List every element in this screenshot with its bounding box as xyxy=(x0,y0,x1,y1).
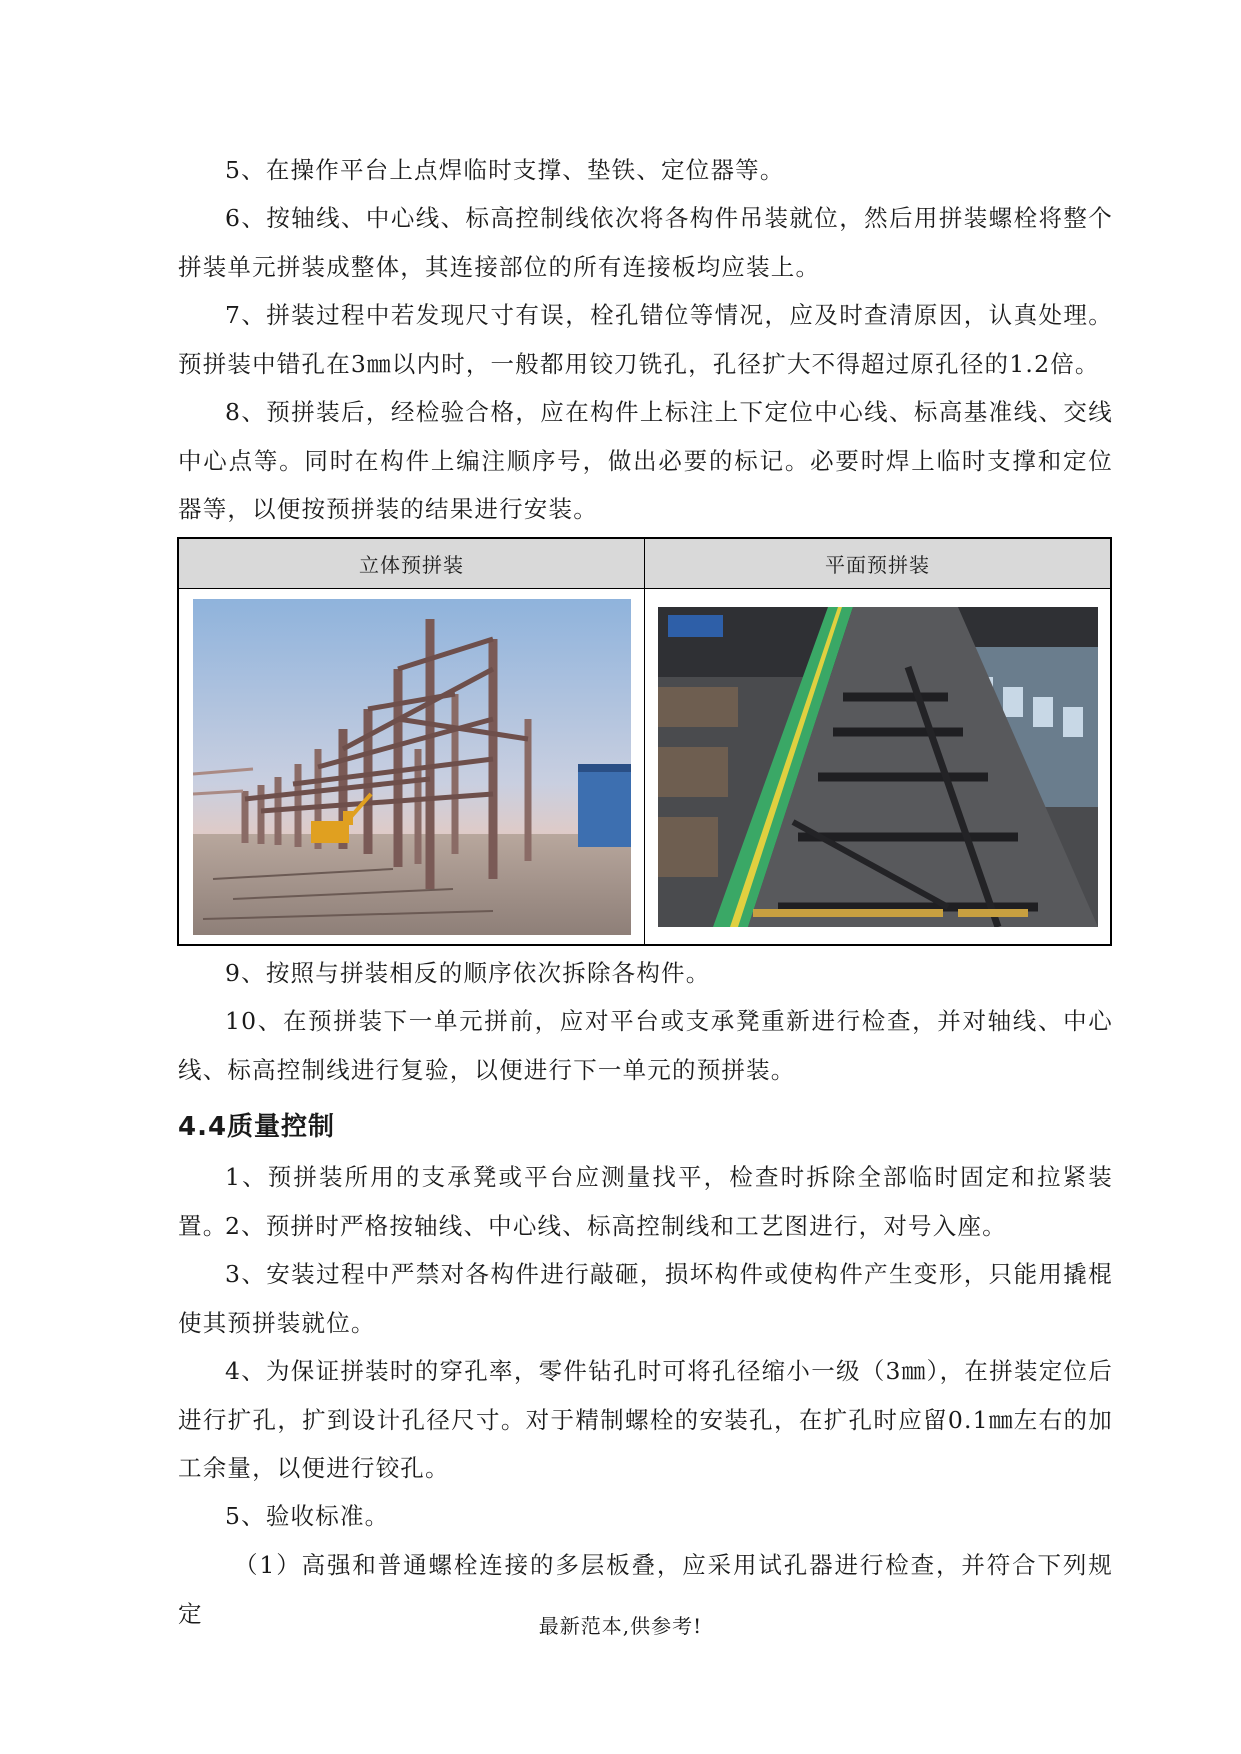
photo-3d-steel-frame xyxy=(193,599,631,935)
quality-item-4: 4、为保证拼装时的穿孔率，零件钻孔时可将孔径缩小一级（3㎜），在拼装定位后进行扩孔，扩到设计孔径尺寸。对于精制螺栓的安装孔，在扩孔时应留0.1㎜左右的加工余量，以便进行铰孔。 xyxy=(178,1357,1113,1482)
quality-item-1: 1、预拼装所用的支承凳或平台应测量找平，检查时拆除全部临时固定和拉紧装置。 xyxy=(178,1163,1113,1240)
quality-item-3: 3、安装过程中严禁对各构件进行敲砸，损坏构件或使构件产生变形，只能用撬棍使其预拼装就位。 xyxy=(178,1260,1113,1337)
paragraph-10: 10、在预拼装下一单元拼前，应对平台或支承凳重新进行检查，并对轴线、中心线、标高控制线进行复验，以便进行下一单元的预拼装。 xyxy=(178,1007,1113,1084)
quality-item-2: 2、预拼时严格按轴线、中心线、标高控制线和工艺图进行，对号入座。 xyxy=(225,1212,1007,1240)
page-footer: 最新范本,供参考! xyxy=(538,1614,703,1638)
photo-cell-plane xyxy=(645,589,1112,946)
header-plane-preassembly: 平面预拼装 xyxy=(645,538,1112,589)
quality-item-5-1: （1）高强和普通螺栓连接的多层板叠，应采用试孔器进行检查，并符合下列规定 xyxy=(178,1551,1113,1628)
photo-plane-workshop xyxy=(658,607,1098,927)
paragraph-9: 9、按照与拼装相反的顺序依次拆除各构件。 xyxy=(225,959,711,987)
header-3d-preassembly: 立体预拼装 xyxy=(178,538,645,589)
paragraph-5: 5、在操作平台上点焊临时支撑、垫铁、定位器等。 xyxy=(225,156,785,184)
quality-item-5: 5、验收标准。 xyxy=(225,1502,390,1530)
photo-cell-3d xyxy=(178,589,645,946)
paragraph-7: 7、拼装过程中若发现尺寸有误，栓孔错位等情况，应及时查清原因，认真处理。预拼装中错孔在3㎜以内时，一般都用铰刀铣孔，孔径扩大不得超过原孔径的1.2倍。 xyxy=(178,301,1113,378)
paragraph-6: 6、按轴线、中心线、标高控制线依次将各构件吊装就位，然后用拼装螺栓将整个拼装单元拼装成整体，其连接部位的所有连接板均应装上。 xyxy=(178,204,1113,281)
pre-assembly-photo-table xyxy=(177,537,1112,946)
paragraph-8: 8、预拼装后，经检验合格，应在构件上标注上下定位中心线、标高基准线、交线中心点等。同时在构件上编注顺序号，做出必要的标记。必要时焊上临时支撑和定位器等，以便按预拼装的结果进行安装。 xyxy=(178,398,1113,523)
section-heading-quality-control: 4.4质量控制 xyxy=(178,1112,336,1142)
